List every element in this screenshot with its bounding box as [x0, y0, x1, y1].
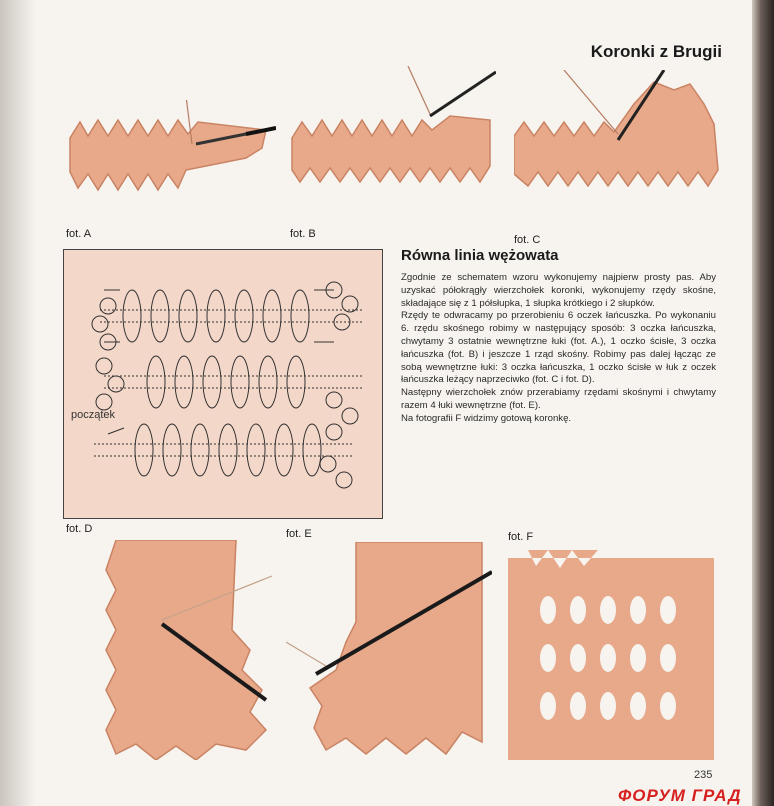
section-title: Równa linia wężowata [401, 247, 559, 264]
lace-finished-photo-f [508, 550, 714, 760]
running-title: Koronki z Brugii [590, 42, 722, 61]
photo-d [66, 540, 272, 760]
crochet-chart [64, 250, 382, 518]
caption-d: fot. D [66, 523, 93, 535]
lace-strip-photo-a [66, 100, 276, 212]
crochet-diagram [63, 249, 383, 519]
photo-e [286, 542, 492, 760]
instructions-paragraph: Następny wierzchołek znów przerabiamy rzędami skośnymi i chwytamy razem 4 łuki wewnętrzne (fot. E). [401, 387, 716, 411]
caption-f: fot. F [508, 531, 534, 543]
caption-a: fot. A [66, 228, 92, 240]
book-spine [752, 0, 774, 806]
page-gutter-shadow [0, 0, 36, 806]
diagram-start-label: początek [71, 409, 116, 421]
photo-f [508, 550, 714, 760]
caption-b: fot. B [290, 228, 316, 240]
page-number: 235 [694, 769, 713, 781]
photo-a [66, 100, 276, 212]
caption-c: fot. C [514, 234, 541, 246]
instructions-paragraph: Zgodnie ze schematem wzoru wykonujemy najpierw prosty pas. Aby uzyskać półokrągły wierzchołek koronki, wykonujemy rzędy skośne, składające się z 1 półsłupka, 1 słupka krótkiego i 2 słupków. [401, 272, 716, 309]
caption-e: fot. E [286, 528, 312, 540]
photo-b [290, 66, 496, 206]
instructions-paragraph: Rzędy te odwracamy po przerobieniu 6 oczek łańcuszka. Po wykonaniu 6. rzędu skośnego robimy w następujący sposób: 3 oczka łańcuszka, chwytamy 3 ostatnie wewnętrzne łuki (fot. A.), 1 oczko ścisłe, 3 oczka łańcuszka (fot. B) i jeszcze 1 rząd skośny. Robimy pas dalej łącząc ze sobą wewnętrzne łuki: 3 oczka łańcuszka, 1 oczko ścisłe w łuk z oczek łańcuszka leżący naprzeciwko (fot. C i fot. D). [401, 310, 716, 386]
watermark-text: ФОРУМ ГРАД [618, 786, 742, 805]
instructions-paragraph: Na fotografii F widzimy gotową koronkę. [401, 412, 572, 424]
lace-vertical-photo-e [286, 542, 492, 760]
lace-strip-photo-c [514, 70, 724, 230]
lace-strip-photo-b [290, 66, 496, 206]
instructions-text [401, 272, 716, 426]
lace-vertical-photo-d [66, 540, 272, 760]
photo-c [514, 70, 724, 230]
